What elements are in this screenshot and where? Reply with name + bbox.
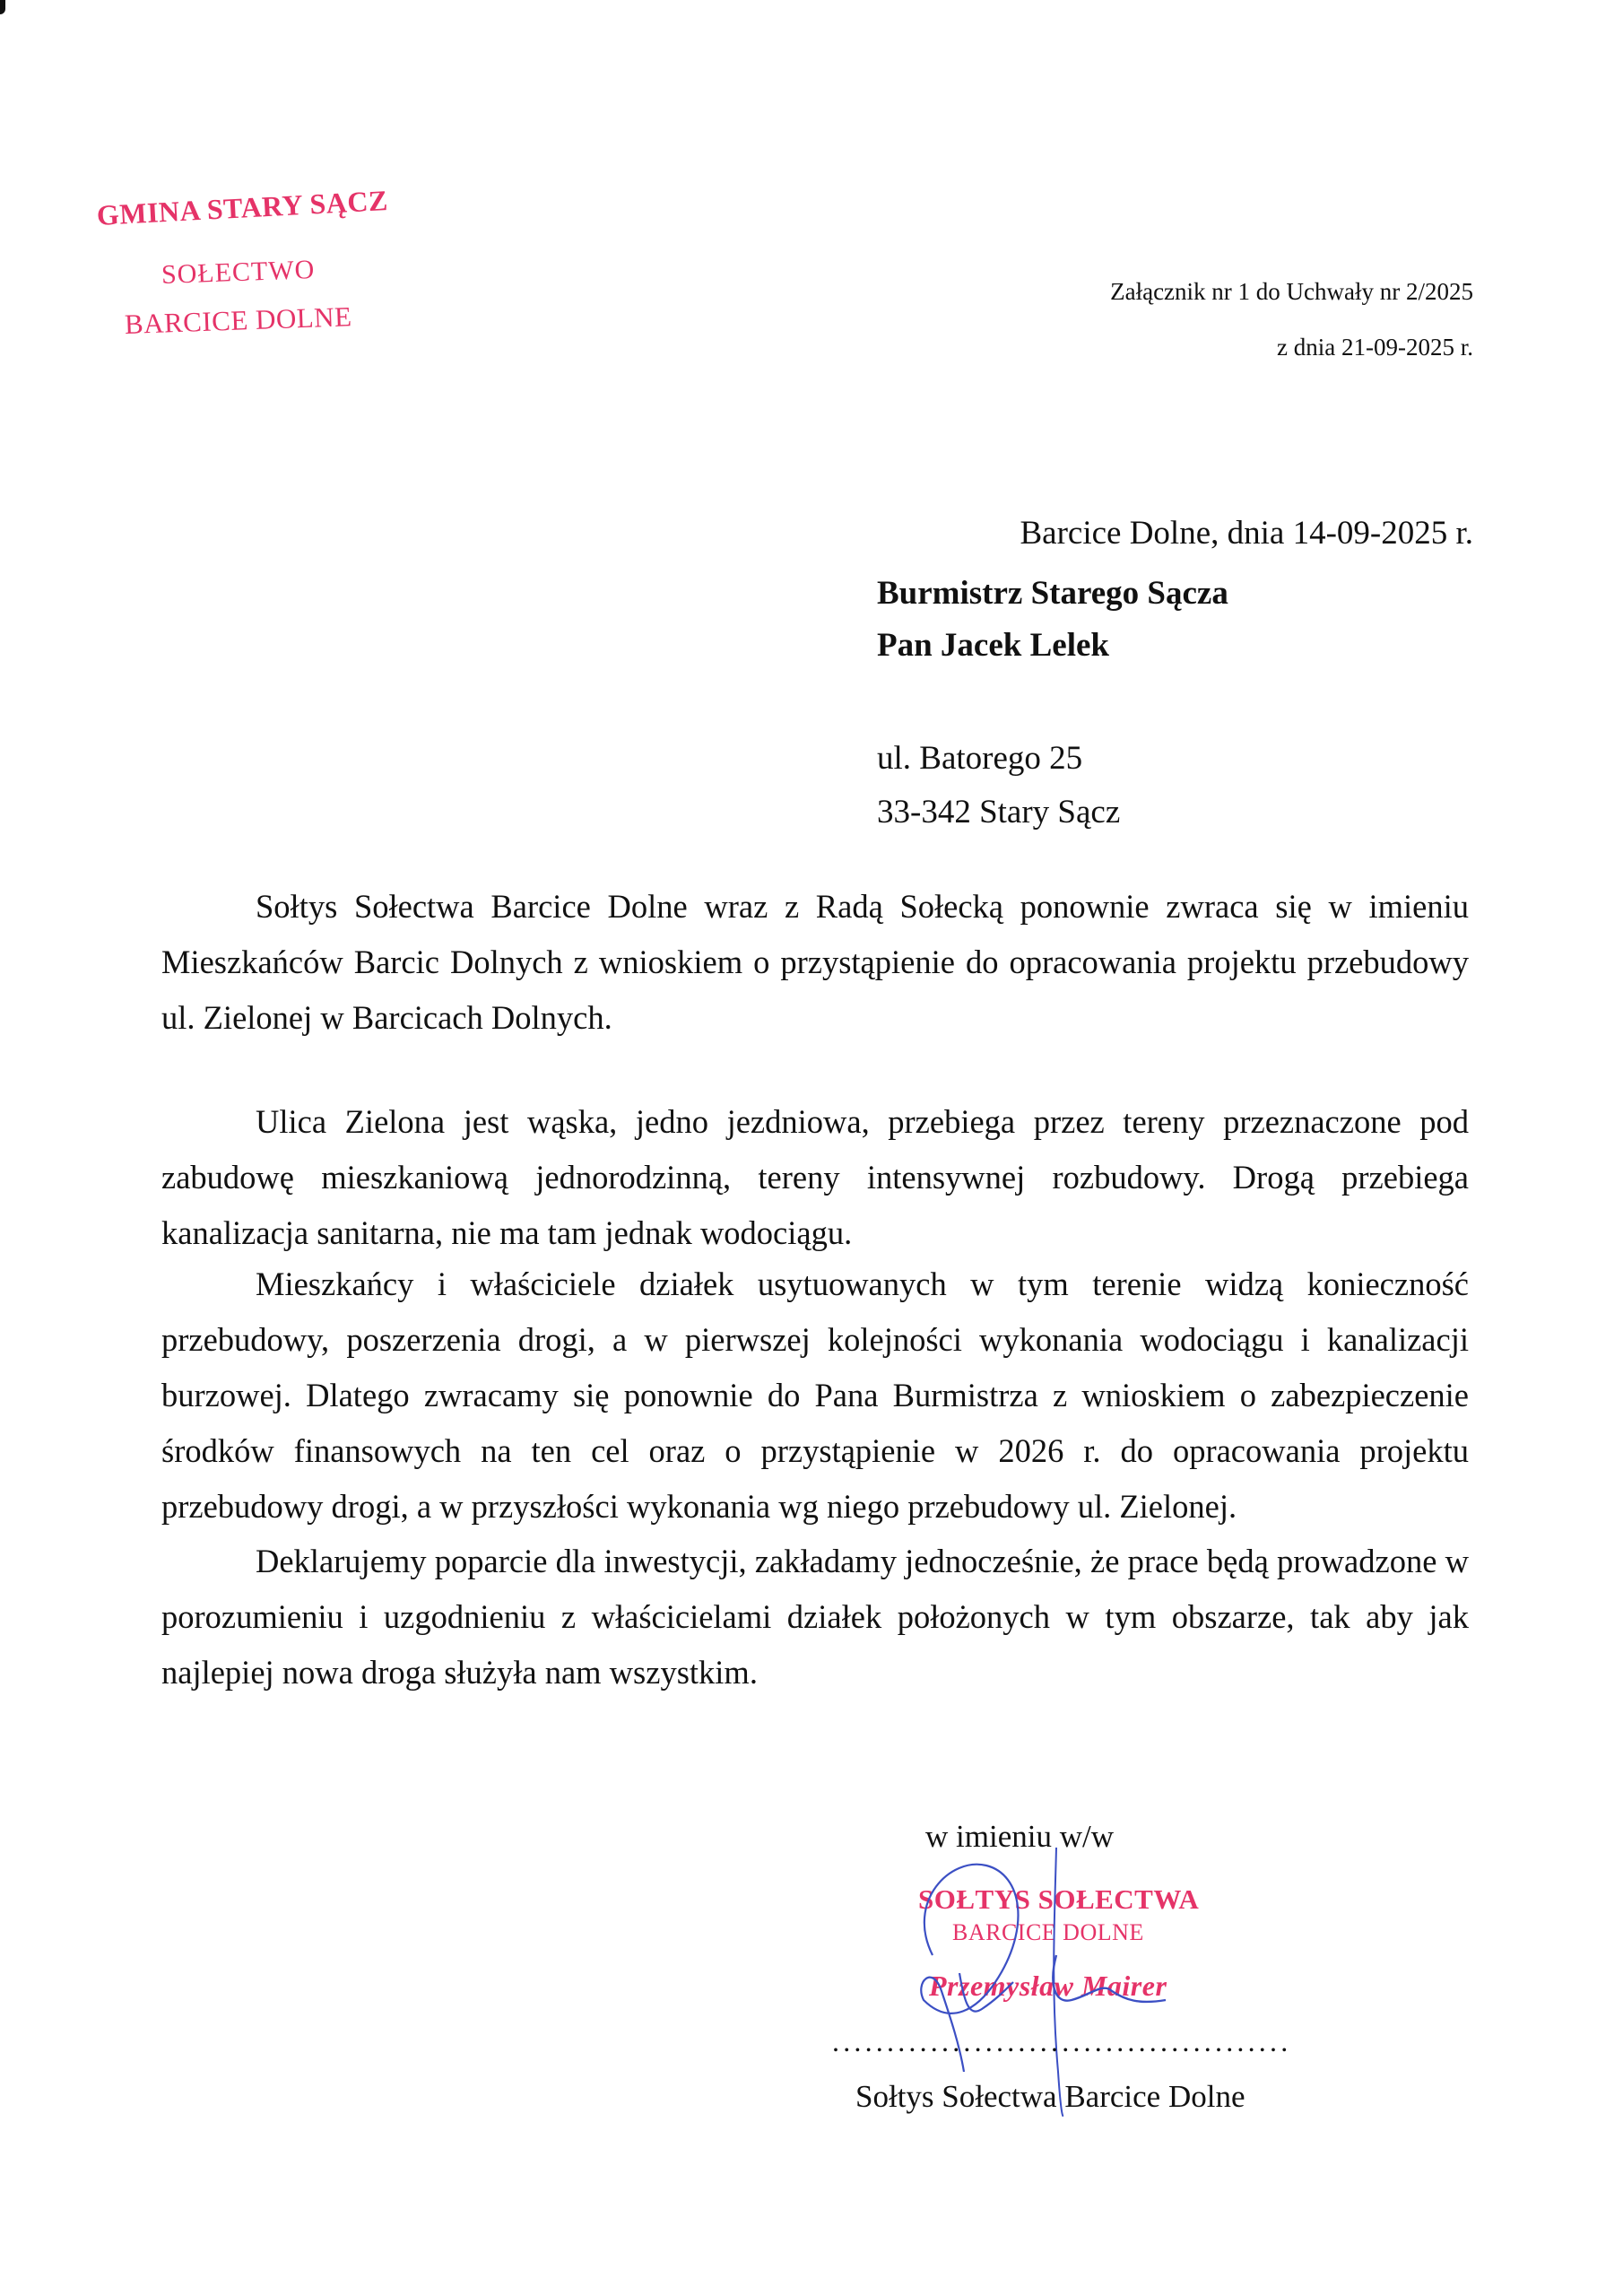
annex-date: z dnia 21-09-2025 r. xyxy=(1277,334,1473,361)
scan-artifact xyxy=(0,0,5,14)
letter-paragraph xyxy=(161,879,1469,1046)
recipient-title: Burmistrz Starego Sącza xyxy=(877,575,1228,612)
letter-paragraph xyxy=(161,1094,1469,1261)
paragraph-text: Mieszkańcy i właściciele działek usytuowanych w tym terenie widzą konieczność przebudowy, poszerzenia drogi, a w pierwszej kolejności wykonania wodociągu i kanalizacji burzowej. Dlatego zwracamy się ponownie do Pana Burmistrza z wnioskiem o zabezpieczenie środków finansowych na ten cel oraz o przystąpienie w 2026 r. do opracowania projektu przebudowy drogi, a w przyszłości wykonania wg niego przebudowy ul. Zielonej. xyxy=(161,1265,1469,1525)
signatory-title: Sołtys Sołectwa Barcice Dolne xyxy=(855,2079,1245,2114)
signature-intro: w imieniu w/w xyxy=(925,1819,1114,1854)
stamp-line-village: BARCICE DOLNE xyxy=(124,300,353,340)
paragraph-text: Sołtys Sołectwa Barcice Dolne wraz z Radą Sołecką ponownie zwraca się w imieniu Mieszkańców Barcic Dolnych z wnioskiem o przystąpienie do opracowania projektu przebudowy ul. Zielonej w Barcicach Dolnych. xyxy=(161,888,1469,1036)
recipient-street: ul. Batorego 25 xyxy=(877,740,1083,777)
place-and-date: Barcice Dolne, dnia 14-09-2025 r. xyxy=(1020,515,1473,552)
annex-reference: Załącznik nr 1 do Uchwały nr 2/2025 xyxy=(1110,278,1473,305)
letter-paragraph xyxy=(161,1257,1469,1535)
signature-line: .......................................... xyxy=(832,2025,1292,2057)
signature-stamp-name: Przemysław Mairer xyxy=(929,1970,1167,2002)
signature-stamp-title: SOŁTYS SOŁECTWA xyxy=(918,1883,1200,1915)
paragraph-text: Deklarujemy poparcie dla inwestycji, zakładamy jednocześnie, że prace będą prowadzone w porozumieniu i uzgodnieniu z właścicielami działek położonych w tym obszarze, tak aby jak najlepiej nowa droga służyła nam wszystkim. xyxy=(161,1543,1469,1691)
signature-stamp-village: BARCICE DOLNE xyxy=(952,1919,1144,1945)
recipient-city: 33-342 Stary Sącz xyxy=(877,794,1121,831)
recipient-name: Pan Jacek Lelek xyxy=(877,627,1109,664)
stamp-line-municipality: GMINA STARY SĄCZ xyxy=(96,184,389,231)
paragraph-text: Ulica Zielona jest wąska, jedno jezdniowa, przebiega przez tereny przeznaczone pod zabudowę mieszkaniową jednorodzinną, tereny intensywnej rozbudowy. Drogą przebiega kanalizacja sanitarna, nie ma tam jednak wodociągu. xyxy=(161,1103,1469,1251)
stamp-line-solectwo: SOŁECTWO xyxy=(161,255,316,290)
letter-paragraph xyxy=(161,1534,1469,1700)
